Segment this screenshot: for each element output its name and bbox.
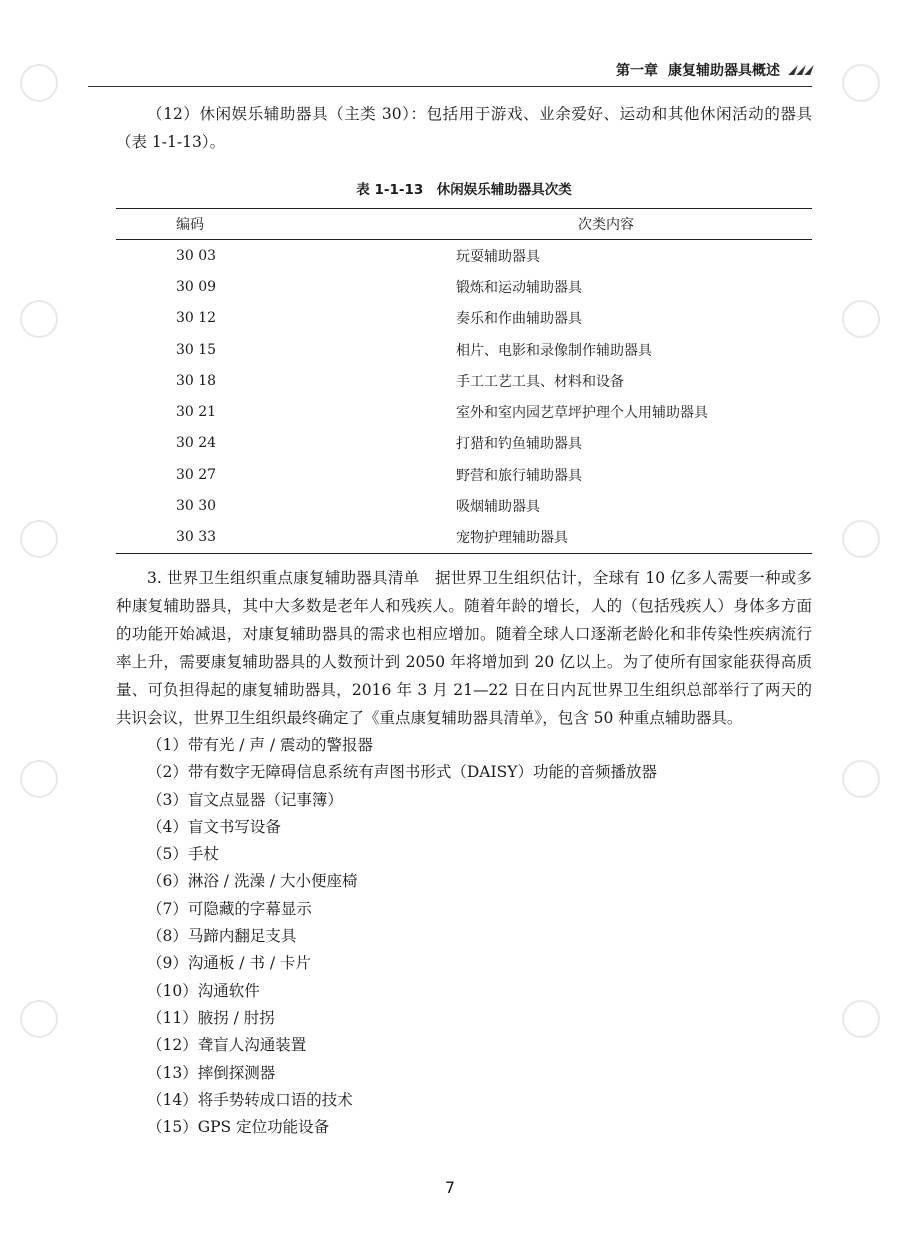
table-header-row bbox=[116, 209, 812, 240]
intro-paragraph: （12）休闲娱乐辅助器具（主类 30）：包括用于游戏、业余爱好、运动和其他休闲活动的器具（表 1-1-13）。 bbox=[116, 105, 812, 151]
table-cell-code: 30 03 bbox=[176, 247, 217, 264]
list-item: （10）沟通软件 bbox=[147, 981, 260, 1000]
watermark-seal-icon bbox=[20, 760, 58, 798]
watermark-seal-icon bbox=[842, 1000, 880, 1038]
table-cell-content: 室外和室内园艺草坪护理个人用辅助器具 bbox=[456, 405, 708, 422]
table-row bbox=[116, 490, 812, 521]
table-cell-content: 宠物护理辅助器具 bbox=[386, 522, 812, 554]
table-row bbox=[116, 365, 812, 396]
list-item: （13）摔倒探测器 bbox=[147, 1063, 276, 1082]
list-item: （1）带有光 / 声 / 震动的警报器 bbox=[147, 735, 374, 754]
watermark-seal-icon bbox=[842, 520, 880, 558]
table-cell-content: 相片、电影和录像制作辅助器具 bbox=[456, 342, 652, 359]
table-cell-code: 30 27 bbox=[176, 466, 217, 483]
list-item: （12）聋盲人沟通装置 bbox=[147, 1036, 307, 1055]
list-item: （4）盲文书写设备 bbox=[147, 817, 281, 836]
watermark-seal-icon bbox=[842, 760, 880, 798]
table-header-content: 次类内容 bbox=[386, 209, 812, 240]
section-paragraph: 3. 世界卫生组织重点康复辅助器具清单 据世界卫生组织估计，全球有 10 亿多人需要一种或多种康复辅助器具，其中大多数是老年人和残疾人。随着年龄的增长，人的（包括残疾人）身体多方面的功能开始减退，对康复辅助器具的需求也相应增加。随着全球人口逐渐老龄化和非传染性疾病流行率上升，需要康复辅助器具的人数预计到 2050 年将增加到 20 亿以上。为了使所有国家能获得高质量、可负担得起的康复辅助器具，2016 年 3 月 21—22 日在日内瓦世界卫生组织总部举行了两天的共识会议，世界卫生组织最终确定了《重点康复辅助器具清单》，包含 50 种重点辅助器具。 bbox=[116, 568, 812, 727]
list-item: （3）盲文点显器（记事簿） bbox=[147, 790, 343, 809]
page-number: 7 bbox=[444, 1178, 456, 1197]
priority-device-list bbox=[116, 732, 812, 1141]
table-cell-code: 30 09 bbox=[176, 278, 217, 295]
watermark-seal-icon bbox=[20, 520, 58, 558]
list-item: （2）带有数字无障碍信息系统有声图书形式（DAISY）功能的音频播放器 bbox=[147, 763, 657, 782]
table-cell-content: 手工工艺工具、材料和设备 bbox=[456, 373, 624, 390]
table-row bbox=[116, 271, 812, 302]
table-row bbox=[116, 522, 812, 554]
list-item: （7）可隐藏的字幕显示 bbox=[147, 899, 312, 918]
subclass-table bbox=[116, 208, 812, 554]
list-item: （15）GPS 定位功能设备 bbox=[147, 1118, 330, 1137]
table-row bbox=[116, 396, 812, 427]
list-item: （14）将手势转成口语的技术 bbox=[147, 1090, 353, 1109]
list-item: （6）淋浴 / 洗澡 / 大小便座椅 bbox=[147, 872, 358, 891]
table-row bbox=[116, 240, 812, 272]
table-cell-code: 30 18 bbox=[176, 372, 217, 389]
table-row bbox=[116, 334, 812, 365]
table-title: 表 1-1-13 休闲娱乐辅助器具次类 bbox=[356, 182, 572, 198]
table-row bbox=[116, 459, 812, 490]
watermark-seal-icon bbox=[20, 64, 58, 102]
table-header-code: 编码 bbox=[116, 209, 386, 240]
table-cell-code: 30 12 bbox=[176, 310, 217, 327]
table-cell-code: 30 33 bbox=[116, 522, 386, 554]
table-cell-code: 30 21 bbox=[176, 404, 217, 421]
list-item: （5）手杖 bbox=[147, 845, 219, 864]
watermark-seal-icon bbox=[842, 300, 880, 338]
list-item: （11）腋拐 / 肘拐 bbox=[147, 1008, 275, 1027]
chapter-title: 康复辅助器具概述 bbox=[668, 63, 780, 79]
table-cell-content: 奏乐和作曲辅助器具 bbox=[456, 311, 582, 328]
table-cell-content: 玩耍辅助器具 bbox=[456, 248, 540, 265]
table-row bbox=[116, 428, 812, 459]
header-rule bbox=[88, 86, 812, 87]
header-triangles-icon bbox=[790, 65, 812, 75]
running-header bbox=[616, 60, 812, 80]
table-cell-code: 30 15 bbox=[176, 341, 217, 358]
table-cell-code: 30 30 bbox=[176, 498, 217, 515]
table-cell-content: 锻炼和运动辅助器具 bbox=[456, 279, 582, 296]
list-item: （9）沟通板 / 书 / 卡片 bbox=[147, 954, 312, 973]
watermark-seal-icon bbox=[20, 1000, 58, 1038]
table-cell-content: 吸烟辅助器具 bbox=[456, 499, 540, 516]
table-cell-content: 打猎和钓鱼辅助器具 bbox=[456, 436, 582, 453]
chapter-label: 第一章 bbox=[616, 63, 658, 79]
table-cell-content: 野营和旅行辅助器具 bbox=[456, 467, 582, 484]
watermark-seal-icon bbox=[20, 300, 58, 338]
table-cell-code: 30 24 bbox=[176, 435, 217, 452]
watermark-seal-icon bbox=[842, 64, 880, 102]
table-row bbox=[116, 303, 812, 334]
page-content bbox=[116, 100, 812, 1141]
list-item: （8）马蹄内翻足支具 bbox=[147, 927, 297, 946]
